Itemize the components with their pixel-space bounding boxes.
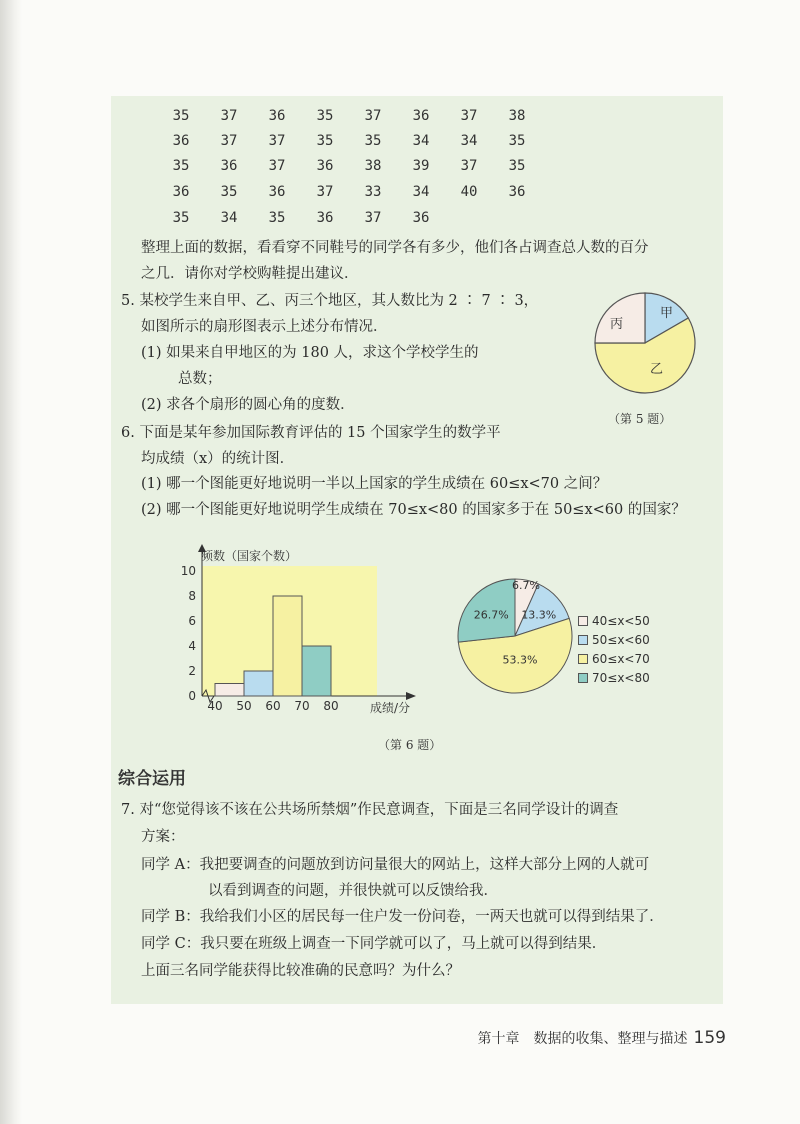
table-cell: 35	[364, 133, 382, 149]
table-cell: 36	[172, 184, 190, 200]
legend-item	[578, 611, 650, 630]
legend-item	[578, 630, 650, 649]
q6-line: 均成绩（x）的统计图．	[141, 451, 295, 467]
table-cell: 34	[220, 210, 238, 226]
pie-percent-label: 13.3%	[521, 608, 557, 622]
pie-percent-label: 26.7%	[473, 608, 509, 622]
table-cell: 37	[220, 133, 238, 149]
table-cell: 33	[364, 184, 382, 200]
x-tick-label: 40	[207, 699, 223, 713]
pie-label-yi: 乙	[650, 362, 664, 377]
y-tick-label: 2	[188, 664, 196, 678]
table-cell: 36	[316, 210, 334, 226]
histogram-chart	[170, 542, 420, 717]
x-tick-label: 70	[294, 699, 310, 713]
legend-label: 60≤x<70	[592, 651, 650, 666]
q6-line: (1) 哪一个图能更好地说明一半以上国家的学生成绩在 60≤x<70 之间？	[141, 476, 608, 492]
pie-percent-label: 6.7%	[512, 579, 540, 592]
legend-swatch	[578, 635, 588, 645]
table-cell: 35	[172, 108, 190, 124]
y-tick-label: 6	[188, 614, 196, 628]
table-cell: 36	[268, 184, 286, 200]
scan-edge	[0, 0, 22, 1124]
legend-swatch	[578, 673, 588, 683]
q6-line: (2) 哪一个图能更好地说明学生成绩在 70≤x<80 的国家多于在 50≤x<60 的国家？	[141, 502, 686, 518]
pie-percent-label: 53.3%	[502, 653, 538, 667]
table-cell: 37	[268, 133, 286, 149]
y-axis-label: 频数（国家个数）	[201, 549, 298, 563]
q7-line: 上面三名同学能获得比较准确的民意吗？为什么？	[141, 963, 460, 979]
page-footer	[478, 1028, 726, 1048]
legend-item	[578, 649, 650, 668]
table-cell: 34	[460, 133, 478, 149]
q5-line: (1) 如果来自甲地区的为 180 人，求这个学校学生的	[141, 345, 479, 361]
histogram-bar	[273, 596, 302, 696]
table-cell: 36	[316, 158, 334, 174]
table-cell: 36	[412, 210, 430, 226]
x-axis-arrow	[406, 692, 416, 700]
table-cell: 35	[220, 184, 238, 200]
legend-label: 40≤x<50	[592, 613, 650, 628]
table-cell: 37	[460, 158, 478, 174]
chapter-title: 第十章 数据的收集、整理与描述	[477, 1031, 688, 1047]
q4-line: 之几．请你对学校购鞋提出建议．	[141, 266, 359, 282]
table-cell: 36	[508, 184, 526, 200]
q6-line: 6. 下面是某年参加国际教育评估的 15 个国家学生的数学平	[121, 425, 501, 441]
histogram-bar	[244, 671, 273, 696]
q5-line: 5. 某校学生来自甲、乙、丙三个地区，其人数比为 2 ∶ 7 ∶ 3，	[121, 293, 539, 309]
x-tick-label: 50	[236, 699, 252, 713]
q4-line: 整理上面的数据，看看穿不同鞋号的同学各有多少，他们各占调查总人数的百分	[141, 240, 649, 256]
page-number: 159	[693, 1028, 726, 1048]
table-cell: 35	[172, 158, 190, 174]
table-cell: 36	[268, 108, 286, 124]
table-cell: 36	[172, 133, 190, 149]
y-tick-label: 10	[180, 564, 196, 578]
table-cell: 36	[412, 108, 430, 124]
table-cell: 37	[460, 108, 478, 124]
table-cell: 37	[220, 108, 238, 124]
table-row	[161, 158, 581, 182]
q7-line: 以看到调查的问题，并很快就可以反馈给我．	[208, 883, 498, 899]
table-cell: 40	[460, 184, 478, 200]
q7-line: 7. 对“您觉得该不该在公共场所禁烟”作民意调查，下面是三名同学设计的调查	[121, 802, 619, 818]
y-tick-label: 4	[188, 639, 196, 653]
table-cell: 37	[364, 108, 382, 124]
table-cell: 35	[172, 210, 190, 226]
table-cell: 35	[316, 133, 334, 149]
x-tick-label: 80	[323, 699, 339, 713]
x-axis-label: 成绩/分	[370, 701, 411, 715]
table-cell: 38	[364, 158, 382, 174]
table-row	[161, 108, 581, 132]
q7-line: 同学 C：我只要在班级上调查一下同学就可以了，马上就可以得到结果．	[141, 936, 607, 952]
pie-label-bing: 丙	[610, 317, 624, 332]
table-cell: 39	[412, 158, 430, 174]
q6-caption: （第 6 题）	[378, 738, 442, 752]
table-row	[161, 210, 581, 234]
legend-swatch	[578, 654, 588, 664]
table-cell: 37	[364, 210, 382, 226]
table-cell: 35	[508, 133, 526, 149]
legend-label: 70≤x<80	[592, 670, 650, 685]
histogram-bar	[302, 646, 331, 696]
q5-line: 如图所示的扇形图表示上述分布情况．	[141, 319, 388, 335]
table-cell: 34	[412, 133, 430, 149]
table-cell: 37	[268, 158, 286, 174]
q5-pie-chart	[590, 288, 700, 398]
table-cell: 35	[268, 210, 286, 226]
table-cell: 35	[316, 108, 334, 124]
y-tick-label: 0	[188, 689, 196, 703]
y-tick-label: 8	[188, 589, 196, 603]
q7-line: 同学 A：我把要调查的问题放到访问量很大的网站上，这样大部分上网的人就可	[141, 857, 650, 873]
q5-line: 总数；	[178, 371, 222, 387]
q6-pie-legend	[578, 611, 650, 687]
table-row	[161, 133, 581, 157]
q7-line: 方案：	[141, 829, 185, 845]
table-cell: 37	[316, 184, 334, 200]
legend-swatch	[578, 616, 588, 626]
section-title: 综合运用	[118, 769, 186, 789]
table-cell: 36	[220, 158, 238, 174]
legend-label: 50≤x<60	[592, 632, 650, 647]
pie-label-jia: 甲	[660, 306, 674, 321]
table-cell: 34	[412, 184, 430, 200]
table-row	[161, 184, 581, 208]
q6-pie-chart	[455, 576, 575, 696]
legend-item	[578, 668, 650, 687]
q5-caption: （第 5 题）	[608, 412, 672, 426]
table-cell: 38	[508, 108, 526, 124]
histogram-bar	[215, 684, 244, 697]
table-cell: 35	[508, 158, 526, 174]
q7-line: 同学 B：我给我们小区的居民每一住户发一份问卷，一两天也就可以得到结果了．	[141, 909, 664, 925]
x-tick-label: 60	[265, 699, 281, 713]
q5-line: (2) 求各个扇形的圆心角的度数．	[141, 397, 355, 413]
